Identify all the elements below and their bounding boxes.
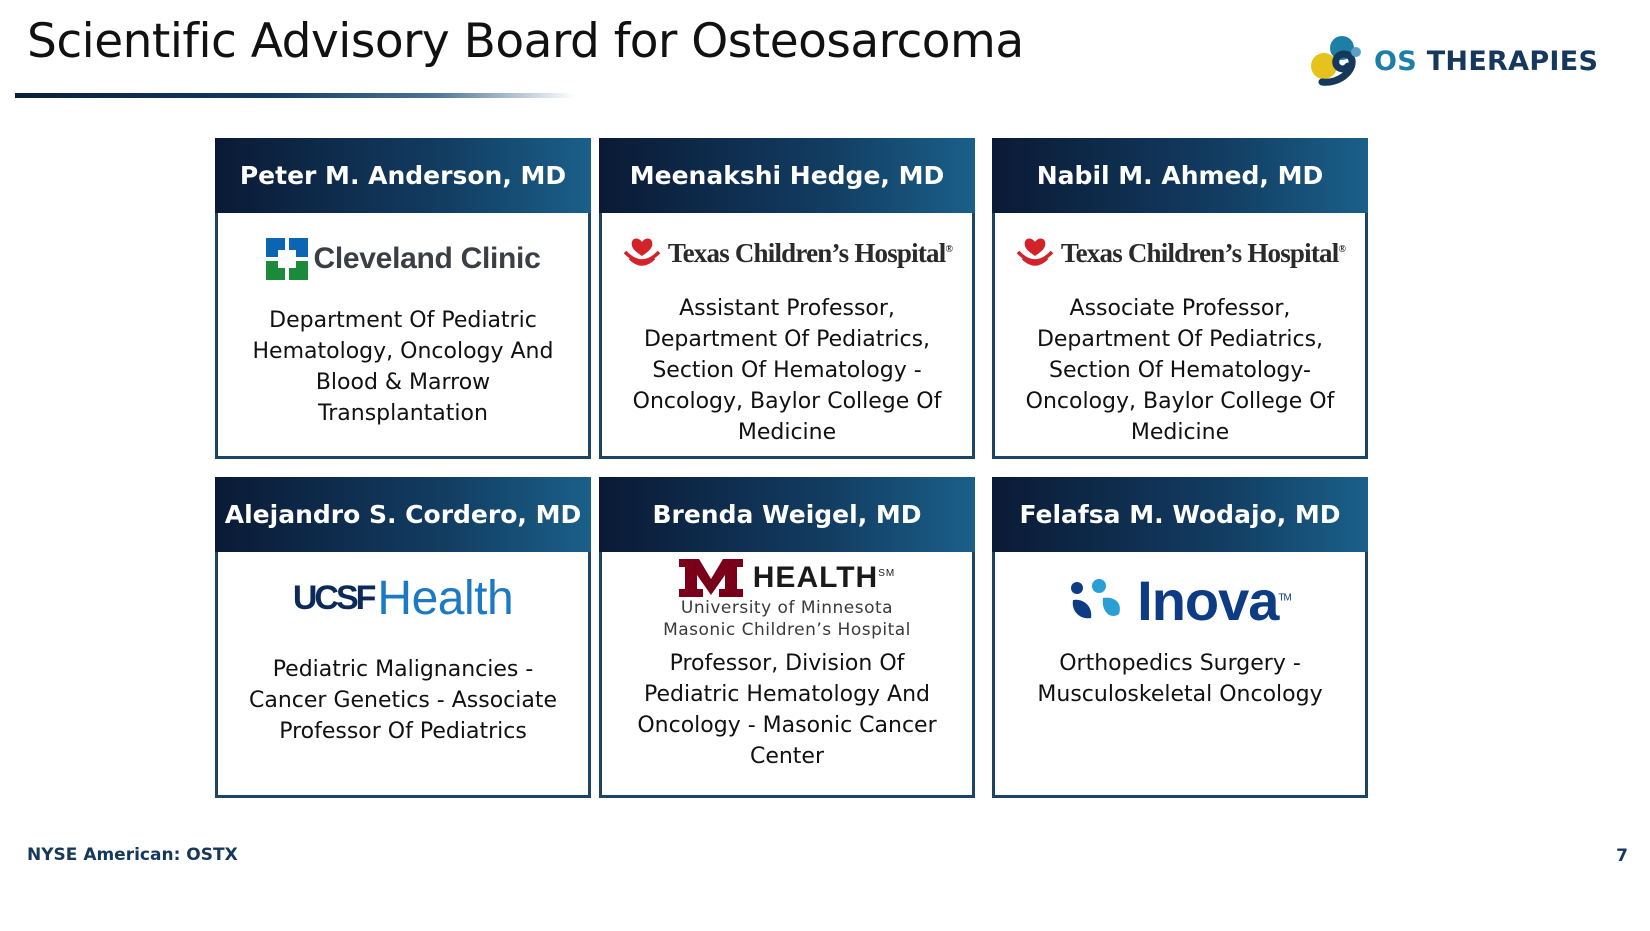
cleveland-clinic-cross-icon: [266, 238, 308, 280]
advisor-name: Brenda Weigel, MD: [599, 477, 975, 552]
registered-mark: ®: [945, 243, 953, 255]
company-name-therapies: THERAPIES: [1426, 46, 1599, 77]
institution-logo: [995, 213, 1365, 293]
institution-logo: [995, 552, 1365, 648]
advisor-name: Meenakshi Hedge, MD: [599, 138, 975, 213]
advisor-card: [992, 138, 1368, 459]
institution-name: Health: [377, 571, 514, 625]
advisor-card: [992, 477, 1368, 798]
trademark-mark: TM: [1278, 591, 1291, 603]
advisor-description: Department Of Pediatric Hematology, Oncology And Blood & Marrow Transplantation: [252, 308, 554, 426]
advisor-name: Alejandro S. Cordero, MD: [215, 477, 591, 552]
university-of-minnesota-m-icon: [679, 559, 743, 597]
advisor-description: Pediatric Malignancies - Cancer Genetics - Associate Professor Of Pediatrics: [248, 657, 558, 744]
page-number: 7: [1616, 846, 1628, 866]
advisor-card: [599, 477, 975, 798]
institution-name: Texas Children’s Hospital®: [1060, 237, 1346, 268]
institution-name: Texas Children’s Hospital®: [667, 237, 953, 268]
advisor-description: Professor, Division Of Pediatric Hematology And Oncology - Masonic Cancer Center: [637, 651, 937, 769]
advisor-description: Assistant Professor, Department Of Pediatrics, Section Of Hematology - Oncology, Baylor College Of Medicine: [632, 296, 942, 445]
institution-name: HEALTH℠: [752, 561, 896, 594]
ucsf-mark: UCSF: [292, 578, 374, 617]
institution-logo: [602, 552, 972, 648]
advisor-name: Nabil M. Ahmed, MD: [992, 138, 1368, 213]
os-therapies-logo-icon: [1308, 32, 1368, 92]
company-name-os: OS: [1374, 46, 1417, 77]
inova-dots-icon: [1069, 578, 1123, 622]
advisor-name: Felafsa M. Wodajo, MD: [992, 477, 1368, 552]
institution-logo: [602, 213, 972, 293]
institution-subtitle-2: Masonic Children’s Hospital: [663, 620, 911, 640]
advisor-card: [599, 138, 975, 459]
slide-title: Scientific Advisory Board for Osteosarcoma: [27, 14, 1024, 69]
advisor-card: [215, 138, 591, 459]
institution-subtitle-1: University of Minnesota: [680, 598, 894, 618]
company-logo: [1308, 32, 1618, 92]
company-name: [1374, 46, 1598, 77]
service-mark: SM: [878, 568, 896, 579]
texas-childrens-heart-icon: [1015, 236, 1055, 270]
advisor-description: Orthopedics Surgery - Musculoskeletal Oncology: [1037, 651, 1323, 707]
advisor-card: [215, 477, 591, 798]
registered-mark: ®: [1338, 243, 1346, 255]
institution-name: Inova™: [1137, 568, 1291, 632]
title-underline: [15, 93, 575, 98]
footer-ticker: NYSE American: OSTX: [27, 845, 238, 865]
texas-childrens-heart-icon: [622, 236, 662, 270]
advisor-name: Peter M. Anderson, MD: [215, 138, 591, 213]
institution-logo: [218, 213, 588, 305]
institution-name: Cleveland Clinic: [313, 242, 541, 275]
institution-logo: [218, 552, 588, 644]
advisor-description: Associate Professor, Department Of Pediatrics, Section Of Hematology- Oncology, Baylor College Of Medicine: [1025, 296, 1335, 445]
